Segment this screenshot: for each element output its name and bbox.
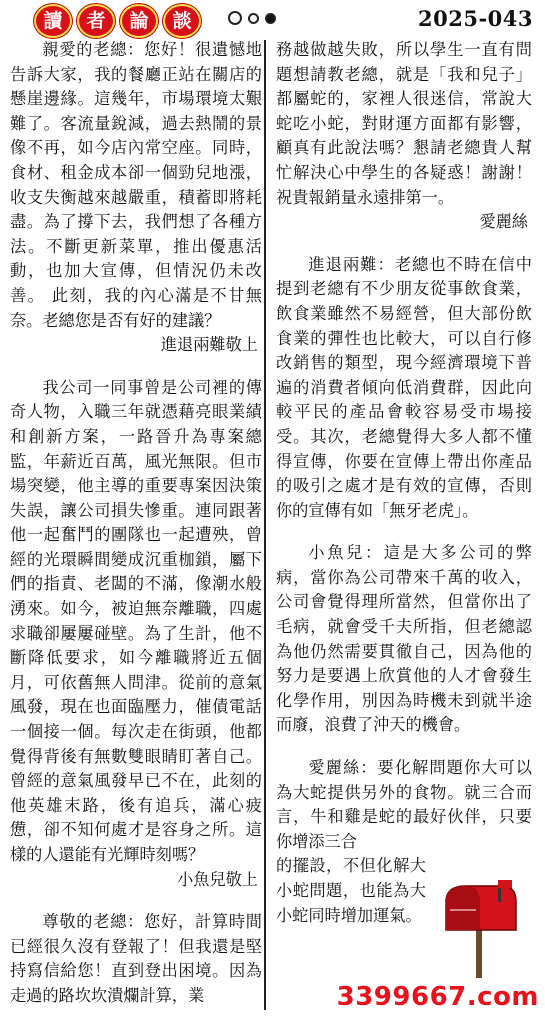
letter-paragraph-continued: 務越做越失敗，所以學生一直有問題想請教老總，就是「我和兒子」都屬蛇的，家裡人很迷信，常說大蛇吃小蛇，對財運方面都有影響，顧真有此說法嗎？懇請老總貴人幫忙解決心中學生的各疑惑！謝謝！祝貴報銷量永遠排第一。 bbox=[276, 40, 532, 207]
right-column bbox=[276, 38, 532, 928]
reply-paragraph: 愛麗絲：要化解問題你大可以為大蛇提供另外的食物。就三合而言，牛和雞是蛇的最好伙伴，只要你增添三合 bbox=[276, 758, 532, 851]
circle-outline-icon bbox=[228, 11, 242, 25]
title-badge: 讀 bbox=[34, 4, 72, 38]
issue-number: 2025-043 bbox=[418, 6, 533, 31]
letter-signature: 小魚兒敬上 bbox=[177, 869, 258, 889]
left-column bbox=[10, 38, 262, 1009]
letter-signature: 愛麗絲 bbox=[479, 212, 528, 232]
decorative-dots bbox=[228, 11, 276, 25]
reply-paragraph: 小魚兒：這是大多公司的弊病，當你為公司帶來千萬的收入，公司會覺得理所當然，但當你出了毛病，就會受千夫所指，但老總認為他仍然需要貫徹自己，因為他的努力是要遇上欣賞他的人才會發生化學作用，別因為時機未到就半途而廢，浪費了沖天的機會。 bbox=[276, 543, 532, 735]
title-badge: 論 bbox=[120, 4, 158, 38]
header bbox=[0, 0, 545, 36]
letter-paragraph: 尊敬的老總：您好，計算時間已經很久沒有登報了！但我還是堅持寫信給您！直到登出困境。因為走過的路坎坎潰爛計算，業 bbox=[10, 912, 262, 1005]
letter-paragraph: 我公司一同事曾是公司裡的傳奇人物，入職三年就憑藉亮眼業績和創新方案，一路晉升為專案總監，年薪近百萬，風光無限。但市場突變，他主導的重要專案因決策失誤，讓公司損失慘重。連同跟著他一起奮鬥的團隊也一起遭殃，曾經的光環瞬間變成沉重枷鎖，屬下們的指責、老闆的不滿，像潮水般湧來。如今，被迫無奈離職，四處求職卻屢屢碰壁。為了生計，他不斷降低要求，如今離職將近五個月，可依舊無人問津。從前的意氣風發，現在也面臨壓力，催債電話一個接一個。每次走在街頭，他都覺得背後有無數雙眼睛盯著自己。曾經的意氣風發早已不在，此刻的他英雄末路，後有追兵，滿心疲憊，卻不知何處才是容身之所。這樣的人還能有光輝時刻嗎？ bbox=[10, 377, 262, 864]
column-title-badges bbox=[34, 4, 201, 38]
reply-paragraph: 進退兩難：老總也不時在信中提到老總有不少朋友從事飲食業，飲食業雖然不易經營，但大部份飲食業的彈性也比較大，可以自行修改銷售的類型，現今經濟環境下普遍的消費者傾向低消費群，因此向較平民的產品會較容易受市場接受。其次，老總覺得大多人都不懂得宣傳，你要在宣傳上帶出你產品的吸引之處才是有效的宣傳，否則你的宣傳有如「無牙老虎」。 bbox=[276, 254, 532, 520]
title-badge: 者 bbox=[77, 4, 115, 38]
site-watermark: 3399667.com bbox=[336, 982, 539, 1012]
title-badge: 談 bbox=[163, 4, 201, 38]
letter-paragraph: 親愛的老總：您好！很遺憾地告訴大家，我的餐廳正站在關店的懸崖邊緣。這幾年，市場環境太艱難了。客流量銳減，過去熱鬧的景像不再，如今店內常空座。同時，食材、租金成本卻一個勁兒地漲，收支失衡越來越嚴重，積蓄即將耗盡。為了撐下去，我們想了各種方法。不斷更新菜單，推出優惠活動，也加大宣傳，但情況仍未改善。 此刻，我的內心滿是不甘無奈。老總您是否有好的建議？ bbox=[10, 40, 262, 330]
mailbox-icon bbox=[440, 880, 520, 980]
reply-paragraph-continued: 的擺設，不但化解大小蛇問題，也能為大小蛇同時增加運氣。 bbox=[276, 856, 426, 925]
column-divider bbox=[264, 40, 266, 1010]
letter-signature: 進退兩難敬上 bbox=[160, 335, 258, 355]
circle-filled-icon bbox=[265, 13, 276, 24]
circle-outline-small-icon bbox=[248, 13, 259, 24]
